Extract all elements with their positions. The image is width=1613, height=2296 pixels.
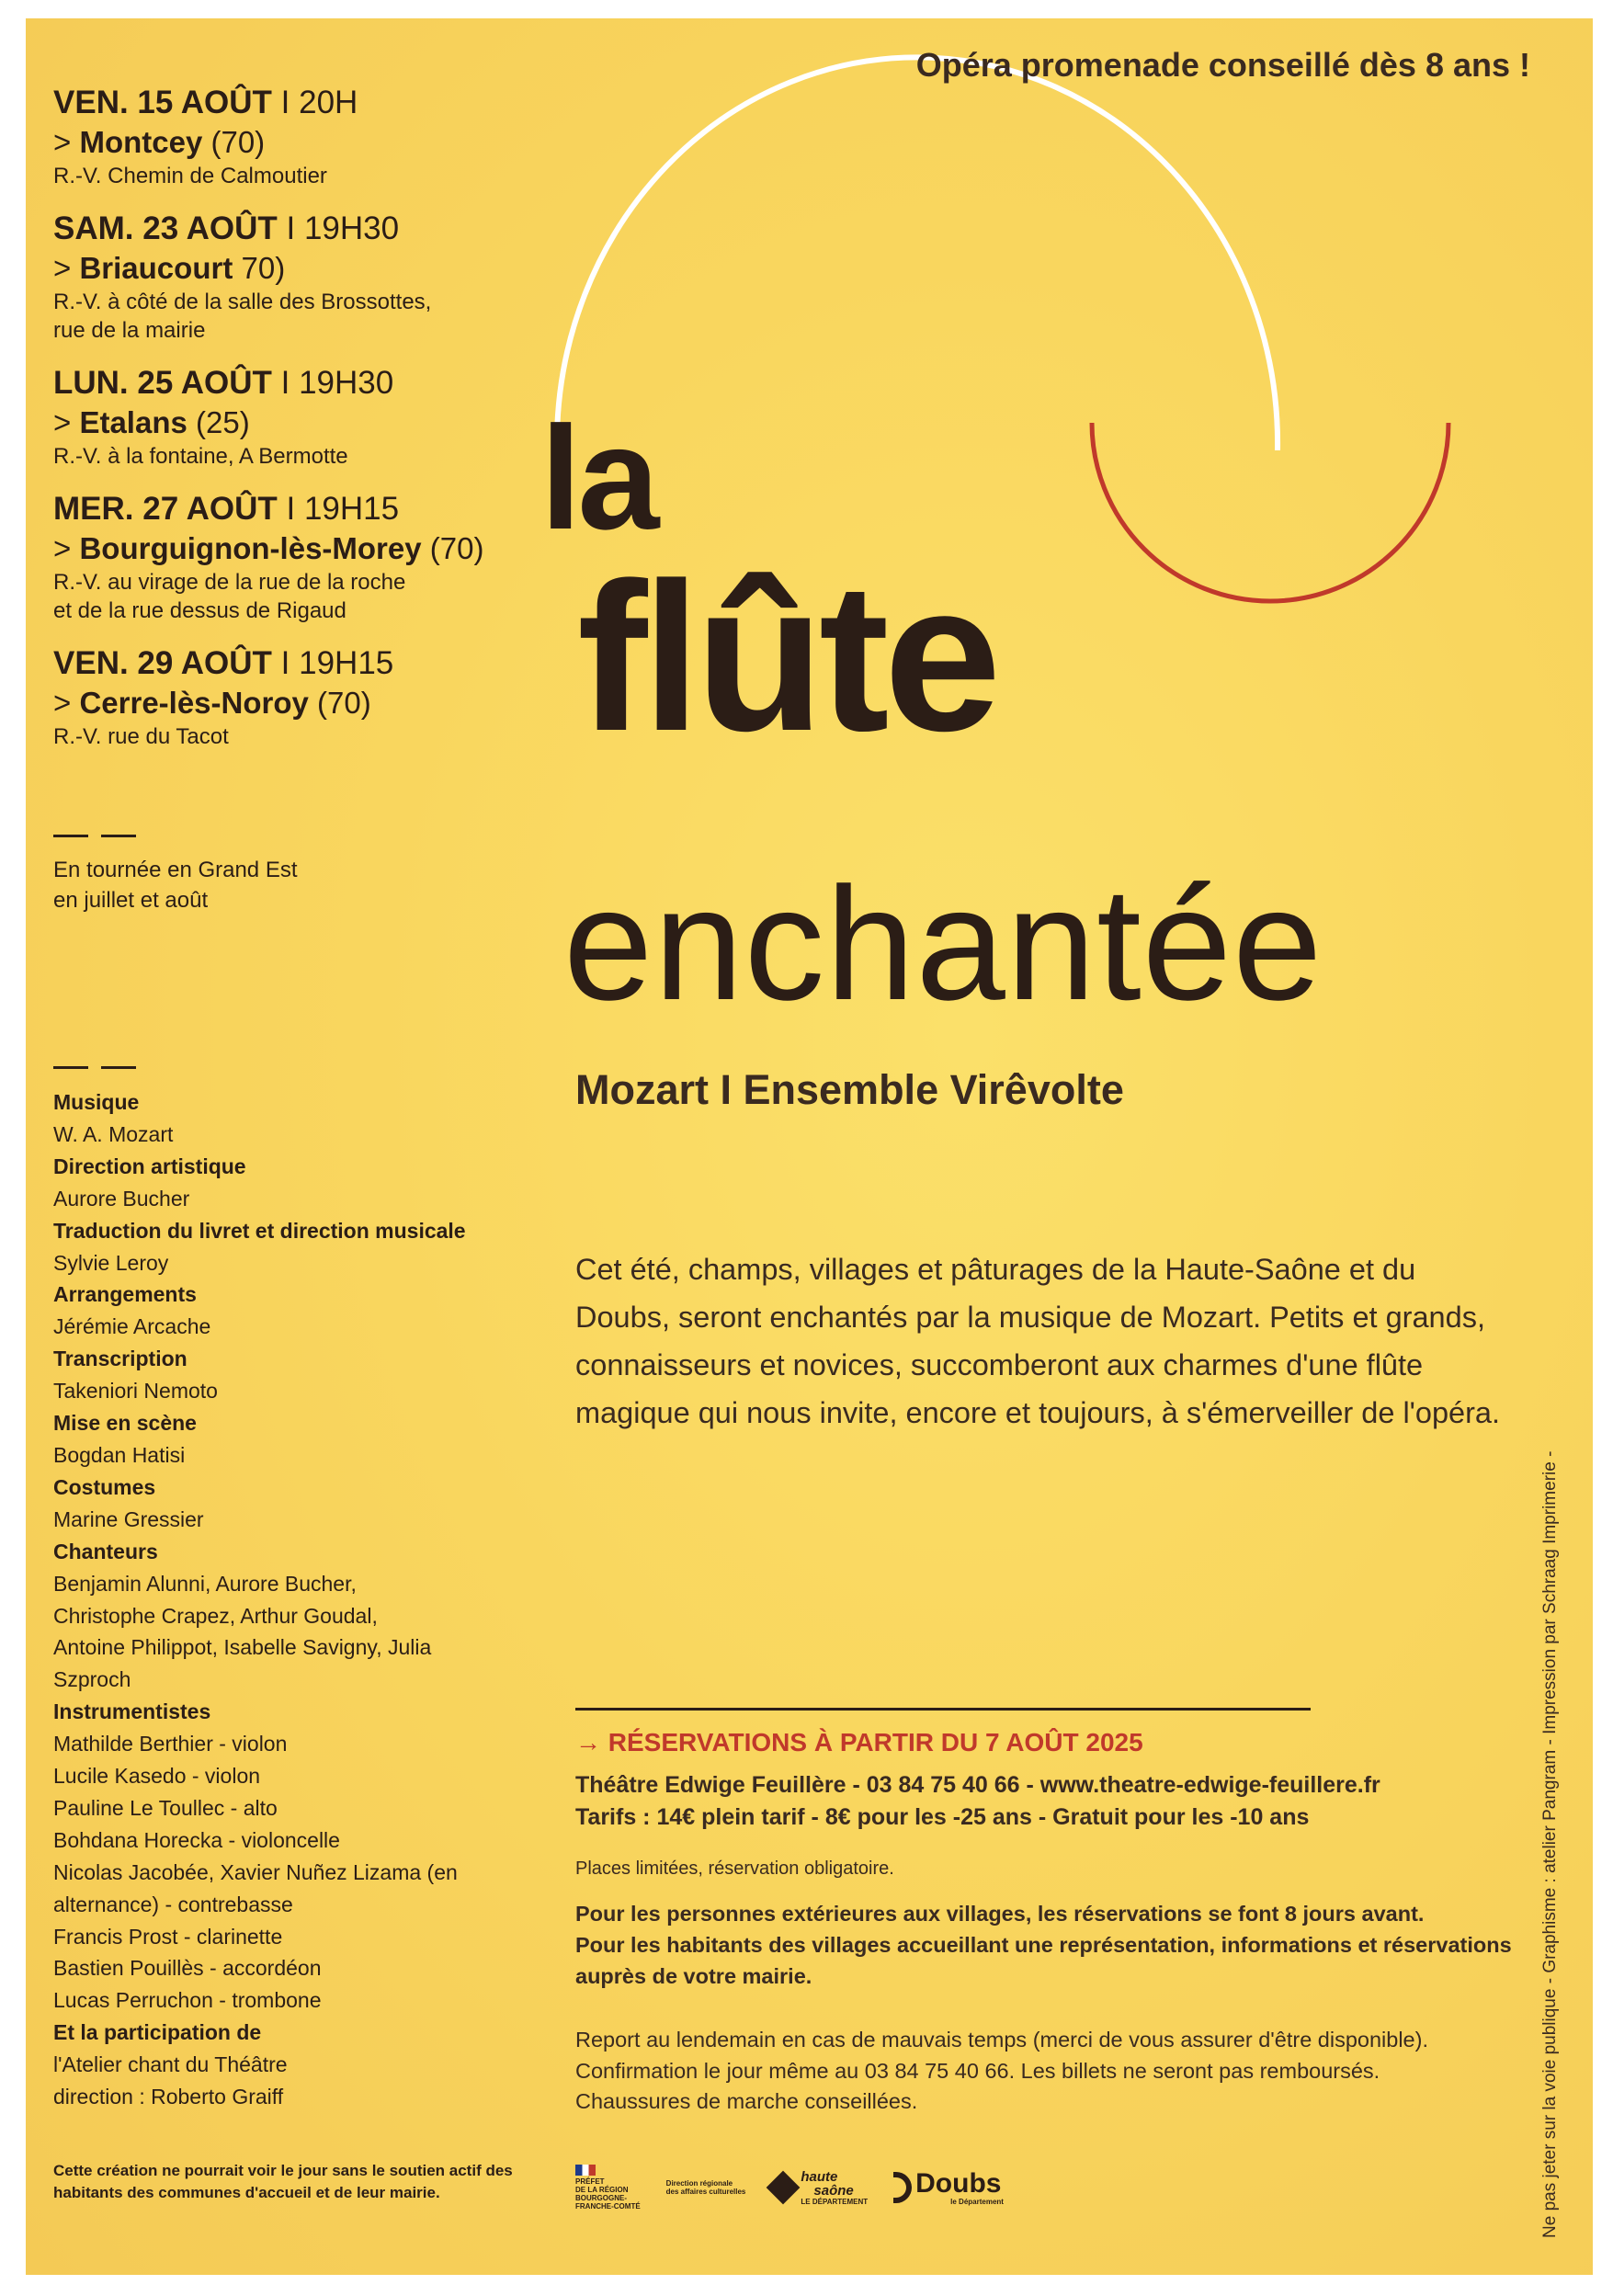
credit-name: Pauline Le Toullec - alto (53, 1795, 278, 1820)
place-dept: (70) (429, 531, 484, 565)
place-line: > Bourguignon-lès-Morey (70) (53, 531, 484, 565)
date-day: SAM. 23 AOÛT (53, 210, 278, 246)
credit-role: Mise en scène (53, 1411, 197, 1436)
credit-name: direction : Roberto Graiff (53, 2085, 284, 2109)
date-day: LUN. 25 AOÛT (53, 365, 272, 401)
date-day: VEN. 29 AOÛT (53, 645, 272, 681)
title-flute: flûte (577, 539, 996, 775)
poster (26, 18, 1593, 2275)
divider (53, 1066, 136, 1069)
divider (53, 835, 136, 837)
drac-logo: Direction régionale des affaires culturelles (665, 2179, 746, 2196)
date-time: 19H30 (299, 365, 394, 401)
credit-role: Arrangements (53, 1282, 197, 1307)
credit-name: Nicolas Jacobée, Xavier Nuñez Lizama (en (53, 1859, 458, 1884)
place-line: > Montcey (70) (53, 125, 266, 159)
report-line: Report au lendemain en cas de mauvais temps (merci de vous assurer d'être disponible). (575, 2028, 1428, 2052)
date-line: SAM. 23 AOÛT I 19H30 (53, 210, 400, 246)
reservations-heading: → RÉSERVATIONS À PARTIR DU 7 AOÛT 2025 (575, 1728, 1143, 1756)
date-block (53, 209, 540, 345)
credit-name: Bastien Pouillès - accordéon (53, 1956, 322, 1981)
red-arc (1092, 423, 1448, 601)
date-line: VEN. 29 AOÛT I 19H15 (53, 645, 394, 681)
credit-name: Mathilde Berthier - violon (53, 1732, 288, 1756)
side-imprint: Ne pas jeter sur la voie publique - Graphisme : atelier Pangram - Impression par Schraag Imprimerie - (1540, 1450, 1560, 2238)
credit-role: Costumes (53, 1474, 156, 1499)
tagline: Opéra promenade conseillé dès 8 ans ! (915, 46, 1530, 84)
credit-name: Marine Gressier (53, 1506, 204, 1531)
title-la: la (540, 395, 656, 560)
meeting-point: R.-V. au virage de la rue de la roche (53, 570, 406, 595)
meeting-point: R.-V. rue du Tacot (53, 724, 229, 749)
prefet-logo: PRÉFET DE LA RÉGION BOURGOGNE- FRANCHE-COMTÉ (575, 2165, 641, 2211)
credit-name: Bogdan Hatisi (53, 1442, 186, 1467)
place-line: > Cerre-lès-Noroy (70) (53, 686, 371, 720)
credit-role: Direction artistique (53, 1154, 246, 1178)
haute-saone-mark-icon (767, 2171, 801, 2205)
meeting-point: rue de la mairie (53, 318, 206, 343)
meeting-point: R.-V. Chemin de Calmoutier (53, 164, 327, 188)
tour-line: En tournée en Grand Est (53, 858, 298, 882)
place-line: > Briaucourt 70) (53, 251, 286, 285)
external-line: Pour les habitants des villages accueillant une représentation, informations et réservations (575, 1933, 1512, 1957)
place-line: > Etalans (25) (53, 405, 250, 439)
credit-name: Jérémie Arcache (53, 1314, 211, 1339)
credit-name: Francis Prost - clarinette (53, 1924, 283, 1949)
credit-role: Chanteurs (53, 1539, 158, 1563)
credits-list (53, 1086, 568, 2113)
date-day: VEN. 15 AOÛT (53, 85, 272, 120)
place-name: Etalans (79, 405, 187, 439)
meeting-point: R.-V. à côté de la salle des Brossottes, (53, 290, 432, 314)
date-time: 19H30 (303, 210, 400, 246)
credit-role: Traduction du livret et direction musicale (53, 1218, 466, 1243)
credit-name: alternance) - contrebasse (53, 1892, 293, 1916)
tour-line: en juillet et août (53, 888, 209, 913)
date-time: 20H (299, 85, 358, 120)
report-line: Confirmation le jour même au 03 84 75 40 66. Les billets ne seront pas remboursés. (575, 2058, 1380, 2083)
report-note (575, 2025, 1568, 2118)
credit-role: Instrumentistes (53, 1699, 211, 1724)
date-block (53, 363, 540, 471)
place-dept: (70) (210, 125, 266, 159)
credit-name: Benjamin Alunni, Aurore Bucher, (53, 1571, 357, 1596)
place-name: Montcey (79, 125, 203, 159)
external-line: Pour les personnes extérieures aux villages, les réservations se font 8 jours avant. (575, 1902, 1425, 1926)
place-name: Bourguignon-lès-Morey (79, 531, 422, 565)
date-time: 19H15 (303, 491, 400, 527)
date-line: MER. 27 AOÛT I 19H15 (53, 491, 400, 527)
dates-list (53, 83, 540, 769)
haute-saone-logo: haute saône LE DÉPARTEMENT (771, 2170, 868, 2206)
subtitle: Mozart I Ensemble Virêvolte (575, 1066, 1124, 1113)
reservations-info (575, 1769, 1380, 1834)
tour-note (53, 855, 421, 915)
credit-name: Szproch (53, 1667, 131, 1692)
date-line: VEN. 15 AOÛT I 20H (53, 85, 358, 120)
date-time: 19H15 (299, 645, 394, 681)
credit-name: l'Atelier chant du Théâtre (53, 2052, 288, 2077)
date-block (53, 489, 540, 625)
credit-role: Transcription (53, 1347, 187, 1371)
marianne-icon (575, 2165, 596, 2176)
date-day: MER. 27 AOÛT (53, 491, 278, 527)
credit-name: Bohdana Horecka - violoncelle (53, 1827, 340, 1852)
date-block (53, 83, 540, 190)
credit-name: Takeniori Nemoto (53, 1379, 218, 1404)
intro-paragraph: Cet été, champs, villages et pâturages de la Haute-Saône et du Doubs, seront enchantés par la musique de Mozart. Petits et grands, connaisseurs et novices, succomberont aux charmes d'une flûte magique qui nous invite, encore et toujours, à s'émerveiller de l'opéra. (575, 1253, 1501, 1429)
date-line: LUN. 25 AOÛT I 19H30 (53, 365, 394, 401)
meeting-point: et de la rue dessus de Rigaud (53, 598, 346, 623)
reservations-prices: Tarifs : 14€ plein tarif - 8€ pour les -25 ans - Gratuit pour les -10 ans (575, 1804, 1310, 1830)
credit-name: Lucas Perruchon - trombone (53, 1988, 322, 2013)
credit-role: Musique (53, 1090, 140, 1114)
place-dept: (70) (317, 686, 371, 720)
white-arc (557, 57, 1278, 450)
credit-role: Et la participation de (53, 2020, 262, 2045)
date-block (53, 643, 540, 751)
support-note: Cette création ne pourrait voir le jour sans le soutien actif des habitants des communes d'accueil et de leur mairie. (53, 2162, 513, 2201)
place-name: Briaucourt (79, 251, 233, 285)
place-dept: (25) (196, 405, 250, 439)
credit-name: Antoine Philippot, Isabelle Savigny, Julia (53, 1635, 432, 1660)
place-dept: 70) (241, 251, 286, 285)
credit-name: W. A. Mozart (53, 1121, 174, 1146)
credit-name: Aurore Bucher (53, 1186, 190, 1211)
external-line: auprès de votre mairie. (575, 1964, 812, 1988)
reservations-contact: Théâtre Edwige Feuillère - 03 84 75 40 66 - www.theatre-edwige-feuillere.fr (575, 1772, 1380, 1798)
credit-name: Lucile Kasedo - violon (53, 1764, 261, 1789)
meeting-point: R.-V. à la fontaine, A Bermotte (53, 444, 348, 469)
divider (575, 1708, 1311, 1711)
credit-name: Sylvie Leroy (53, 1250, 169, 1275)
places-note: Places limitées, réservation obligatoire. (575, 1858, 894, 1879)
report-line: Chaussures de marche conseillées. (575, 2089, 918, 2113)
doubs-mark-icon (893, 2172, 912, 2203)
title-enchantee: enchantée (563, 855, 1323, 1034)
credit-name: Christophe Crapez, Arthur Goudal, (53, 1603, 378, 1628)
partner-logos (575, 2165, 1004, 2211)
place-name: Cerre-lès-Noroy (79, 686, 309, 720)
doubs-logo: Doubs le Département (893, 2170, 1004, 2206)
external-note (575, 1898, 1568, 1992)
